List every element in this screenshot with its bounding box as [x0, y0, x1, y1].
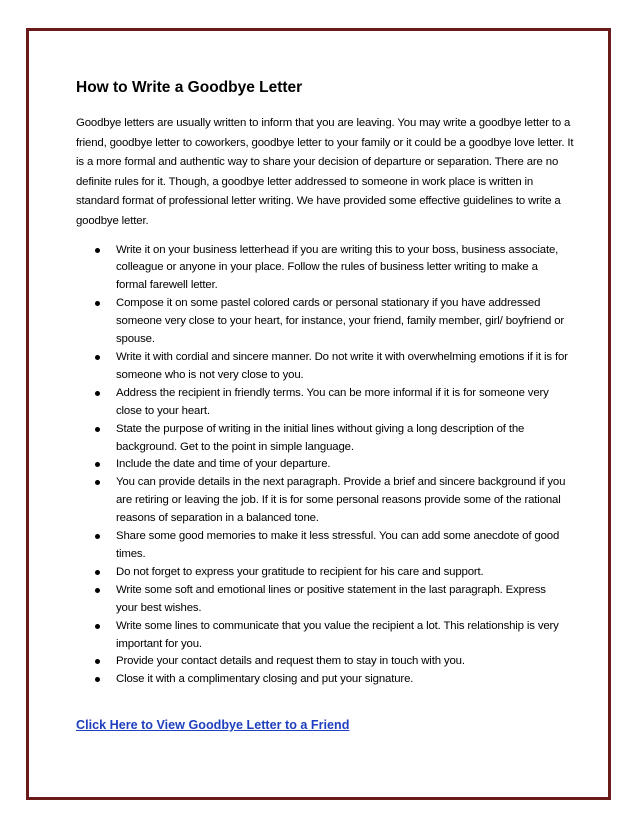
list-item-text: Write it on your business letterhead if you are writing this to your boss, business associate, colleague or anyone in your place. Follow the rules of business letter writing to make a formal farewell letter. — [116, 243, 559, 292]
list-item-text: Do not forget to express your gratitude to recipient for his care and support. — [116, 565, 484, 578]
intro-paragraph: Goodbye letters are usually written to inform that you are leaving. You may write a goodbye letter to a friend, goodbye letter to coworkers, goodbye letter to your family or it could be a goodbye love letter. It is a more formal and authentic way to share your decision of departure or separation. There are no definite rules for it. Though, a goodbye letter addressed to someone in work place is written in standard format of professional letter writing. We have provided some effective guidelines to write a goodbye letter. — [76, 117, 574, 227]
list-item — [76, 456, 568, 474]
bullet-icon — [95, 534, 100, 539]
bullet-icon — [95, 355, 100, 360]
list-item — [76, 564, 568, 582]
list-item-text: Share some good memories to make it less stressful. You can add some anecdote of good times. — [116, 530, 560, 560]
bullet-icon — [95, 248, 100, 253]
list-item-text: State the purpose of writing in the initial lines without giving a long description of the background. Get to the point in simple language. — [116, 422, 525, 453]
list-item-text: Address the recipient in friendly terms. You can be more informal if it is for someone very close to your heart. — [116, 386, 549, 417]
list-item — [76, 671, 568, 689]
list-item-text: Close it with a complimentary closing and put your signature. — [116, 673, 414, 686]
list-item — [76, 582, 568, 618]
list-item-text: Write it with cordial and sincere manner. Do not write it with overwhelming emotions if it is for someone who is not very close to you. — [116, 351, 568, 381]
list-item — [76, 653, 568, 671]
list-item — [76, 349, 568, 385]
list-item-text: Include the date and time of your departure. — [116, 458, 331, 471]
bullet-icon — [95, 462, 100, 467]
list-item-text: Provide your contact details and request them to stay in touch with you. — [116, 655, 465, 668]
list-item-text: You can provide details in the next paragraph. Provide a brief and sincere background if you are retiring or leaving the job. If it is for some personal reasons provide some of the rational reasons of separation in a balanced tone. — [116, 476, 566, 525]
document-content — [76, 78, 576, 689]
list-item — [76, 474, 568, 528]
bullet-icon — [95, 677, 100, 682]
bullet-icon — [95, 659, 100, 664]
list-item — [76, 242, 568, 296]
list-item — [76, 295, 568, 349]
document-title: How to Write a Goodbye Letter — [76, 79, 303, 96]
bullet-icon — [95, 391, 100, 396]
list-item-text: Write some lines to communicate that you value the recipient a lot. This relationship is very important for you. — [116, 619, 559, 650]
list-item — [76, 421, 568, 457]
list-item — [76, 618, 568, 654]
bullet-icon — [95, 570, 100, 575]
list-item — [76, 528, 568, 564]
bullet-icon — [95, 427, 100, 432]
list-item-text: Write some soft and emotional lines or positive statement in the last paragraph. Express your best wishes. — [116, 583, 546, 614]
bullet-icon — [95, 301, 100, 306]
bullet-icon — [95, 624, 100, 629]
bullet-icon — [95, 480, 100, 485]
guidelines-list — [76, 242, 576, 690]
list-item — [76, 385, 568, 421]
bullet-icon — [95, 588, 100, 593]
list-item-text: Compose it on some pastel colored cards or personal stationary if you have addressed someone very close to your heart, for instance, your friend, family member, girl/ boyfriend or spouse. — [116, 297, 565, 346]
goodbye-letter-friend-link[interactable]: Click Here to View Goodbye Letter to a Friend — [76, 718, 350, 732]
